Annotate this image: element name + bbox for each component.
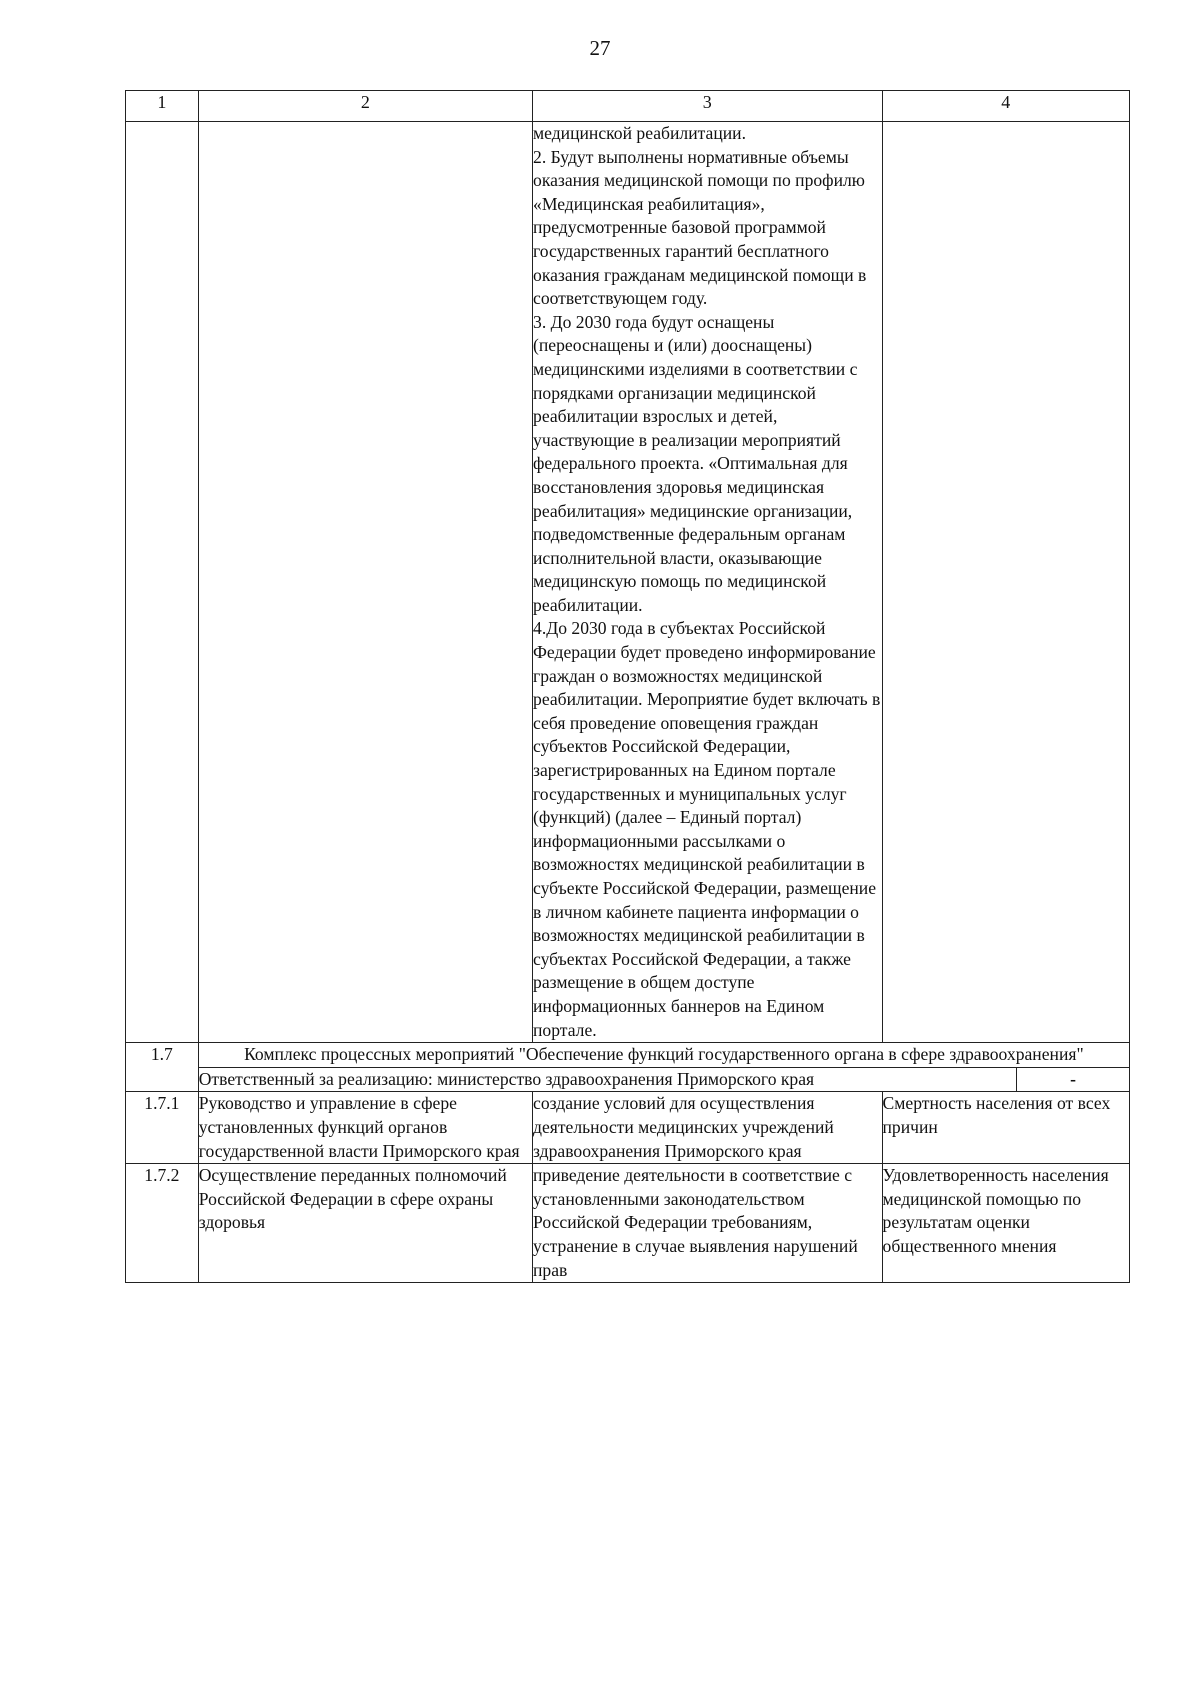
row-number: 1.7.2 <box>126 1164 199 1283</box>
effect-paragraph: 3. До 2030 года будут оснащены (переоснащены и (или) дооснащены) медицинскими изделиями в соответствии с порядками организации медицинской реабилитации взрослых и детей, участвующие в реализации мероприятий федерального проекта. «Оптимальная для восстановления здоровья медицинская реабилитация» медицинские организации, подведомственные федеральным органам исполнительной власти, оказывающие медицинскую помощь по медицинской реабилитации. <box>533 311 858 615</box>
effect-paragraph: 4.До 2030 года в субъектах Российской Федерации будет проведено информирование граждан о возможностях медицинской реабилитации. Мероприятие будет включать в себя проведение оповещения граждан субъектов Российской Федерации, зарегистрированных на Едином портале государственных и муниципальных услуг (функций) (далее – Единый портал) информационными рассылками о возможностях медицинской реабилитации в субъекте Российской Федерации, размещение в личном кабинете пациента информации о возможностях медицинской реабилитации в субъектах Российской Федерации, а также размещение в общем доступе информационных баннеров на Едином портале. <box>533 618 881 1040</box>
header-cell-3: 3 <box>533 91 883 122</box>
header-cell-1: 1 <box>126 91 199 122</box>
continued-task-cell <box>198 122 532 1043</box>
continued-number-cell <box>126 122 199 1043</box>
header-cell-4: 4 <box>882 91 1129 122</box>
complex-number: 1.7 <box>126 1043 199 1092</box>
row-task: Руководство и управление в сфере установленных функций органов государственной власти Приморского края <box>198 1092 532 1164</box>
page-number: 27 <box>589 36 611 60</box>
table-row <box>126 1092 1130 1164</box>
effect-paragraph: медицинской реабилитации. <box>533 123 746 143</box>
continued-indicator-cell <box>882 122 1129 1043</box>
complex-title-row <box>126 1043 1130 1068</box>
row-effect: создание условий для осуществления деятельности медицинских учреждений здравоохранения Приморского края <box>533 1092 883 1164</box>
row-number: 1.7.1 <box>126 1092 199 1164</box>
row-task: Осуществление переданных полномочий Российской Федерации в сфере охраны здоровья <box>198 1164 532 1283</box>
table-row <box>126 1164 1130 1283</box>
table-header-row <box>126 91 1130 122</box>
effect-paragraph: 2. Будут выполнены нормативные объемы оказания медицинской помощи по профилю «Медицинская реабилитация», предусмотренные базовой программой государственных гарантий бесплатного оказания гражданам медицинской помощи в соответствующем году. <box>533 146 867 309</box>
header-cell-2: 2 <box>198 91 532 122</box>
table-row <box>126 122 1130 1043</box>
row-effect: приведение деятельности в соответствие с установленными законодательством Российской Федерации требованиям, устранение в случае выявления нарушений прав <box>533 1164 883 1283</box>
program-table <box>125 90 1130 1283</box>
continued-effect-cell <box>533 122 883 1043</box>
row-indicator: Удовлетворенность населения медицинской помощью по результатам оценки общественного мнения <box>882 1164 1129 1283</box>
responsible-row <box>126 1067 1130 1092</box>
complex-title: Комплекс процессных мероприятий "Обеспечение функций государственного органа в сфере здравоохранения" <box>198 1043 1129 1068</box>
responsible-value: - <box>1017 1067 1130 1092</box>
row-indicator: Смертность населения от всех причин <box>882 1092 1129 1164</box>
responsible-text: Ответственный за реализацию: министерство здравоохранения Приморского края <box>198 1067 1016 1092</box>
